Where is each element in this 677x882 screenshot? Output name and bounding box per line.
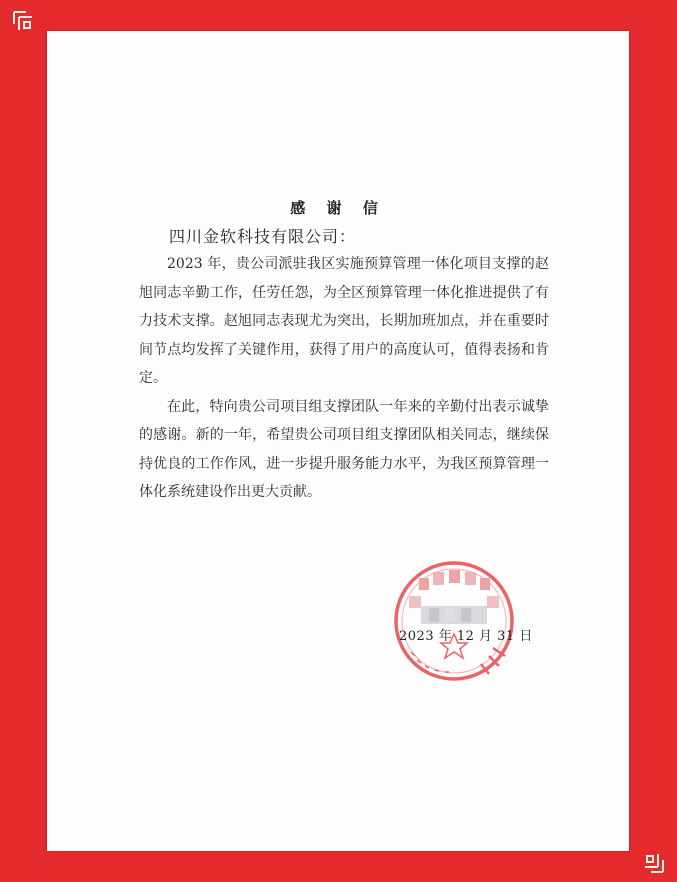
letter-recipient: 四川金软科技有限公司： (169, 227, 357, 246)
letter-paragraph: 在此，特向贵公司项目组支撑团队一年来的辛勤付出表示诚挚的感谢。新的一年，希望贵公司项目组支撑团队相关同志，继续保持优良的工作作风，进一步提升服务能力水平，为我区预算管理一体化系统建设作出更大贡献。 (139, 398, 549, 500)
letter-title: 感 谢 信 (290, 199, 386, 217)
letter-paragraph: 2023 年，贵公司派驻我区实施预算管理一体化项目支撑的赵旭同志辛勤工作，任劳任怨，为全区预算管理一体化推进提供了有力技术支撑。赵旭同志表现尤为突出，长期加班加点，并在重要时间节点均发挥了关键作用，获得了用户的高度认可，值得表扬和肯定。 (139, 256, 549, 386)
official-seal-icon (389, 556, 519, 686)
letter-date: 2023 年 12 月 31 日 (399, 629, 533, 644)
corner-ornament-icon (639, 848, 665, 874)
letter-body (139, 250, 549, 507)
letter-paper (47, 31, 629, 851)
corner-ornament-icon (12, 10, 38, 36)
